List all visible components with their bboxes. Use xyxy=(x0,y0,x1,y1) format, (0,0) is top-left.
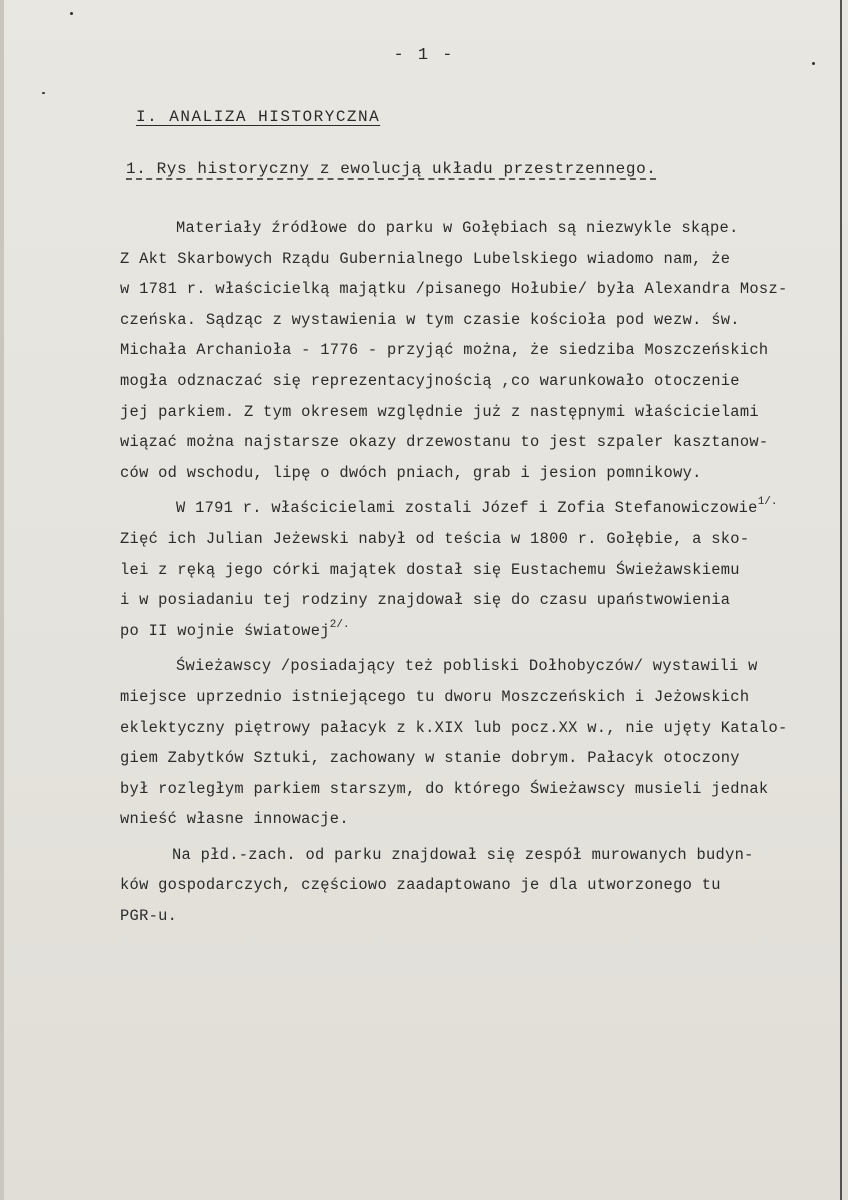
text-line: ków gospodarczych, częściowo zaadaptowano je dla utworzonego tu xyxy=(120,876,721,895)
text-line: wnieść własne innowacje. xyxy=(120,810,349,829)
section-heading: I. ANALIZA HISTORYCZNA xyxy=(136,108,381,126)
page-number: - 1 - xyxy=(393,46,455,65)
text-line: lei z ręką jego córki majątek dostał się Eustachemu Świeżawskiemu xyxy=(120,560,740,579)
scan-speck xyxy=(42,92,45,94)
text-line: Świeżawscy /posiadający też pobliski Dołhobyczów/ wystawili w xyxy=(176,657,758,676)
text-line: wiązać można najstarsze okazy drzewostanu to jest szpaler kasztanow- xyxy=(120,433,769,452)
scan-right-edge xyxy=(840,0,842,1200)
text-span: po II wojnie światowej xyxy=(120,621,330,640)
text-line xyxy=(120,616,820,647)
text-line: miejsce uprzednio istniejącego tu dworu Moszczeńskich i Jeżowskich xyxy=(120,687,750,706)
footnote-marker: 2/. xyxy=(329,618,350,631)
text-line: Z Akt Skarbowych Rządu Gubernialnego Lubelskiego wiadomo nam, że xyxy=(120,249,731,268)
text-line: PGR-u. xyxy=(120,907,178,926)
text-line: ców od wschodu, lipę o dwóch pniach, grab i jesion pomnikowy. xyxy=(120,463,702,482)
text-line: i w posiadaniu tej rodziny znajdował się do czasu upaństwowienia xyxy=(120,591,731,610)
footnote-marker: 1/. xyxy=(757,496,778,509)
text-line: czeńska. Sądząc z wystawienia w tym czasie kościoła pod wezw. św. xyxy=(120,310,740,329)
text-line: w 1781 r. właścicielką majątku /pisanego Hołubie/ była Alexandra Mosz- xyxy=(120,280,788,299)
body-text xyxy=(120,213,820,932)
text-line: był rozległym parkiem starszym, do którego Świeżawscy musieli jednak xyxy=(120,779,769,798)
text-line: Materiały źródłowe do parku w Gołębiach są niezwykle skąpe. xyxy=(176,219,739,237)
text-span: W 1791 r. właścicielami zostali Józef i Zofia Stefanowiczowie xyxy=(176,499,758,518)
text-line: eklektyczny piętrowy pałacyk z k.XIX lub pocz.XX w., nie ujęty Katalo- xyxy=(120,718,788,737)
text-line: Michała Archanioła - 1776 - przyjąć można, że siedziba Moszczeńskich xyxy=(120,341,769,360)
text-line: Na płd.-zach. od parku znajdował się zespół murowanych budyn- xyxy=(172,845,754,864)
scan-left-edge xyxy=(0,0,4,1200)
subsection-heading: 1. Rys historyczny z ewolucją układu przestrzennego. xyxy=(126,160,657,178)
text-line: jej parkiem. Z tym okresem względnie już z następnymi właścicielami xyxy=(120,402,759,421)
text-line xyxy=(120,493,820,524)
text-line: Zięć ich Julian Jeżewski nabył od teścia w 1800 r. Gołębie, a sko- xyxy=(120,529,750,548)
text-line: giem Zabytków Sztuki, zachowany w stanie dobrym. Pałacyk otoczony xyxy=(120,749,740,768)
scan-speck xyxy=(70,12,73,15)
text-line: mogła odznaczać się reprezentacyjnością ,co warunkowało otoczenie xyxy=(120,371,740,390)
